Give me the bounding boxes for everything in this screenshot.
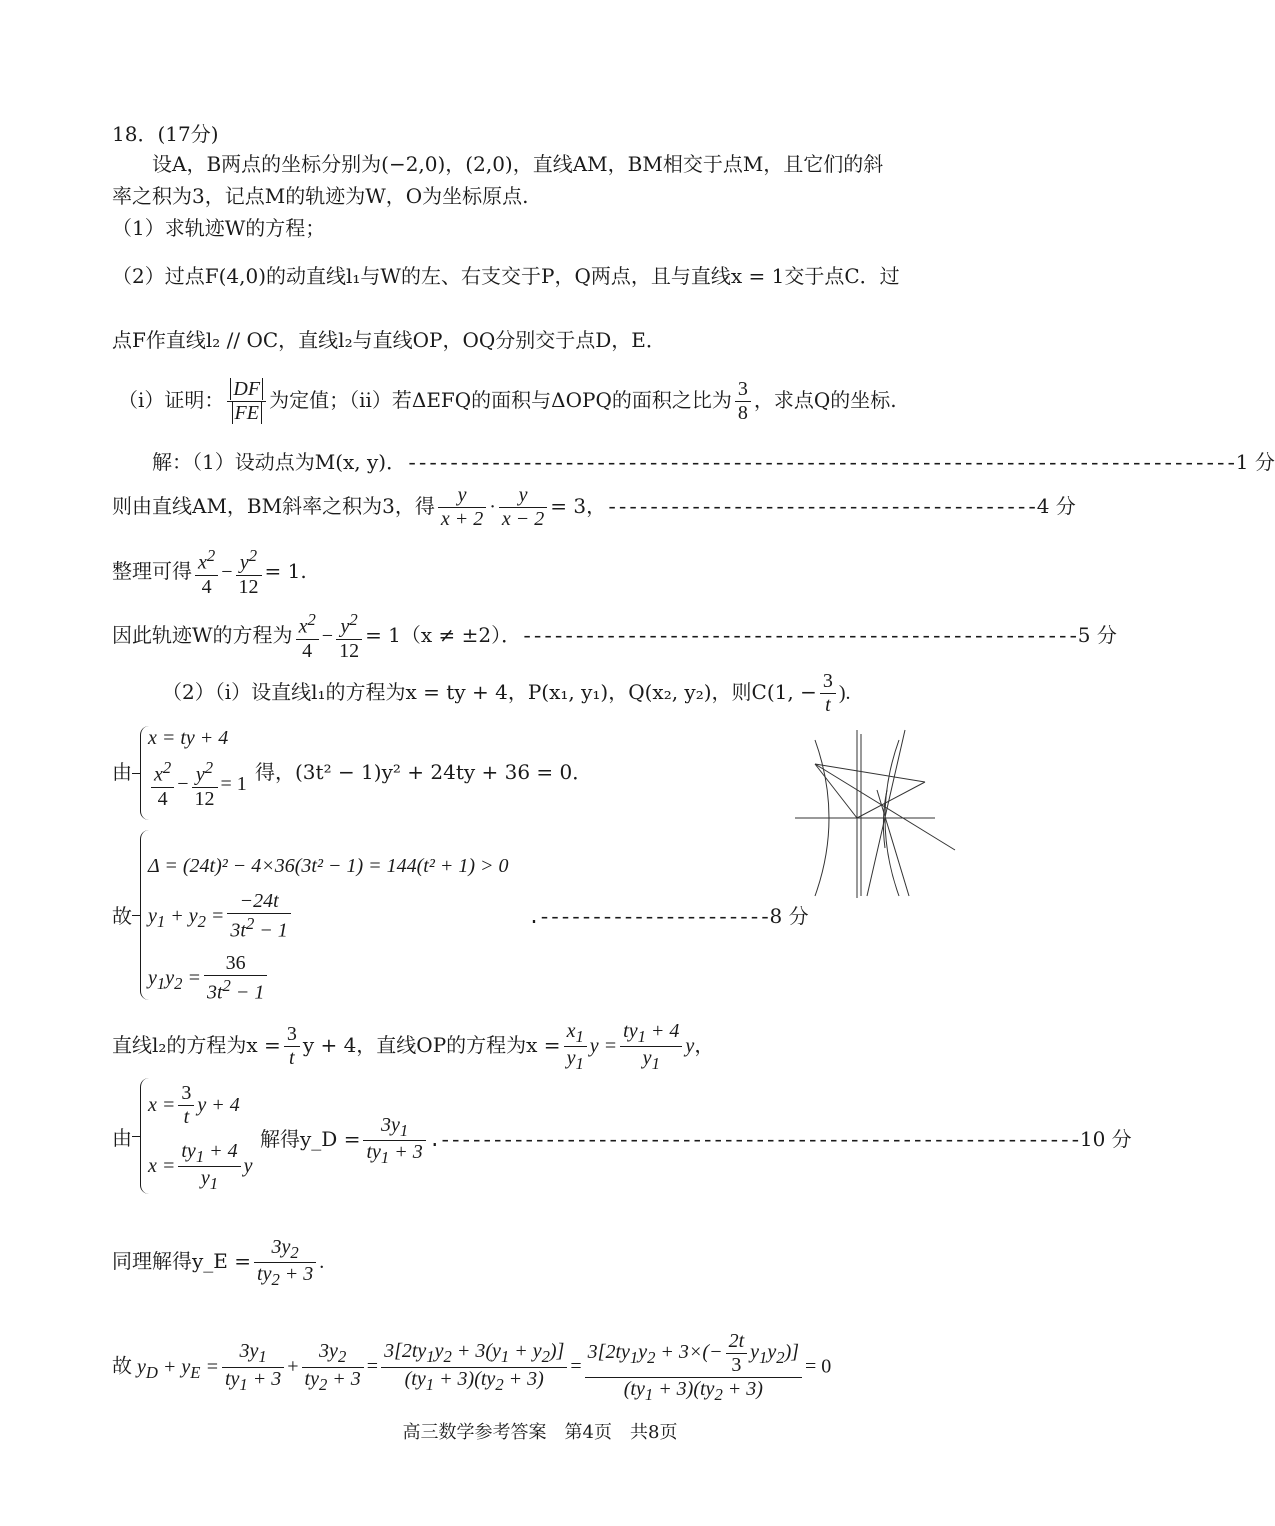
solution-step2-suffix: = 3， bbox=[550, 494, 607, 518]
system2-line1: Δ = (24t)² − 4×36(3t² − 1) = 144(t² + 1) > 0 bbox=[148, 855, 509, 877]
solution-step4-suffix: = 1（x ≠ ±2）． bbox=[365, 622, 522, 647]
solution-step3-prefix: 整理可得 bbox=[112, 558, 192, 583]
question-2-line2: 点F作直线l₂ // OC，直线l₂与直线OP，OQ分别交于点D，E． bbox=[112, 328, 666, 352]
yd-label: 解得y_D = bbox=[260, 1127, 361, 1152]
leader-dashes: ----------------------------------------- bbox=[606, 497, 1037, 520]
solution-step10: 同理解得y_E = $\frac{3y_2}{ty_2 + 3}$ . bbox=[112, 1236, 325, 1290]
problem-stem-line1: 设A，B两点的坐标分别为(−2,0)，(2,0)，直线AM，BM相交于点M，且它们的斜 bbox=[152, 152, 884, 176]
score-1: 1 分 bbox=[1235, 450, 1275, 474]
solution-step4: 因此轨迹W的方程为 $\frac{x^2}{4}$ − $\frac{y^2}{12}$ = 1（x ≠ ±2）．-----------------------------------------------------5 分 bbox=[112, 610, 1117, 662]
leader-dashes: .------------------------------------------------------------- bbox=[428, 1130, 1080, 1154]
solution-step3: 整理可得 $\frac{x^2}{4}$ − $\frac{y^2}{12}$ = 1. bbox=[112, 546, 307, 598]
system1-prefix: 由 bbox=[112, 760, 132, 784]
system2-line3: $y_1y_2$ = $\frac{36}{3t^2 - 1}$ bbox=[148, 952, 270, 1005]
q2ii-suffix: ，求点Q的坐标. bbox=[753, 388, 897, 412]
df-over-fe-fraction: $\frac{DF}{FE}$ bbox=[227, 378, 266, 425]
solution-step11-prefix: 故 bbox=[112, 1353, 132, 1378]
score-8: 8 分 bbox=[769, 904, 809, 928]
system1-result: 得，(3t² − 1)y² + 24ty + 36 = 0． bbox=[255, 760, 593, 784]
question-2-line1: （2）过点F(4,0)的动直线l₁与W的左、右支交于P，Q两点，且与直线x = 1交于点C．过 bbox=[112, 264, 900, 288]
solution-step2: 则由直线AM，BM斜率之积为3，得 $\frac{y}{x + 2}$ · $\frac{y}{x - 2}$ = 3，-----------------------------------------4 分 bbox=[112, 484, 1076, 530]
line-oq bbox=[857, 782, 925, 818]
system3-line2: x = $\frac{ty_1 + 4}{y_1}$ y bbox=[148, 1140, 253, 1194]
solution-step3-suffix: = 1. bbox=[264, 558, 307, 583]
solution-step1 bbox=[152, 452, 1275, 475]
system3-result: 解得y_D = $\frac{3y_1}{ty_1 + 3}$ .-------------------------------------------------------------10 分 bbox=[260, 1114, 1132, 1168]
leader-dashes: .---------------------- bbox=[528, 907, 770, 930]
leader-dashes: ------------------------------------------------------------------------------- bbox=[406, 453, 1236, 476]
q2i-suffix: 为定值；（ii）若ΔEFQ的面积与ΔOPQ的面积之比为 bbox=[269, 388, 732, 412]
solution-step1-text: 解：（1）设动点为M(x, y)． bbox=[152, 450, 407, 474]
question-2-subparts bbox=[118, 378, 897, 425]
system2-line2: $y_1 + y_2$ = $\frac{-24t}{3t^2 - 1}$ bbox=[148, 890, 294, 943]
q2i-prefix: （i）证明： bbox=[118, 388, 225, 412]
solution-step2-prefix: 则由直线AM，BM斜率之积为3，得 bbox=[112, 494, 435, 518]
system3-line1: x = $\frac{3}{t}$ y + 4 bbox=[148, 1082, 240, 1128]
solution-step8: 直线l₂的方程为x = $\frac{3}{t}$ y + 4，直线OP的方程为x = $\frac{x_1}{y_1}$ y = $\frac{ty_1 + 4}{y_1}$ y， bbox=[112, 1020, 715, 1074]
ye-label: 同理解得y_E = bbox=[112, 1249, 252, 1274]
solution-step5: （2）（i）设直线l₁的方程为x = ty + 4，P(x₁, y₁)，Q(x₂, y₂)，则C(1, − $\frac{3}{t}$ ). bbox=[162, 670, 851, 716]
line-l1 bbox=[815, 764, 955, 850]
step7-score bbox=[528, 906, 809, 929]
problem-number: 18．(17分) bbox=[112, 122, 219, 146]
system3-prefix: 由 bbox=[112, 1126, 132, 1150]
system1-line1: x = ty + 4 bbox=[148, 727, 229, 749]
solution-step8-mid: y + 4，直线OP的方程为x = bbox=[302, 1033, 561, 1058]
score-5: 5 分 bbox=[1077, 622, 1117, 647]
score-4: 4 分 bbox=[1036, 494, 1076, 518]
hyperbola-figure bbox=[795, 730, 960, 900]
solution-step4-prefix: 因此轨迹W的方程为 bbox=[112, 622, 293, 647]
ratio-fraction: $\frac{3}{8}$ bbox=[735, 378, 751, 425]
question-1: （1）求轨迹W的方程； bbox=[112, 216, 326, 240]
leader-dashes: ----------------------------------------------------- bbox=[521, 625, 1078, 649]
line-l2 bbox=[867, 730, 905, 896]
system1-line2: $\frac{x^2}{4}$ − $\frac{y^2}{12}$ = 1 bbox=[148, 758, 247, 811]
page-footer: 高三数学参考答案 第4页 共8页 bbox=[402, 1422, 678, 1443]
line-extra bbox=[877, 790, 909, 896]
problem-stem-line2: 率之积为3，记点M的轨迹为W，O为坐标原点. bbox=[112, 184, 529, 208]
line-op bbox=[815, 764, 857, 818]
solution-step5-text: （2）（i）设直线l₁的方程为x = ty + 4，P(x₁, y₁)，Q(x₂, y₂)，则C(1, − bbox=[162, 680, 817, 704]
line-pq bbox=[815, 764, 925, 782]
score-10: 10 分 bbox=[1079, 1127, 1132, 1152]
system2-prefix: 故 bbox=[112, 904, 132, 928]
solution-step8-prefix: 直线l₂的方程为x = bbox=[112, 1033, 281, 1058]
solution-step11: 故 $y_D + y_E$ = $\frac{3y_1}{ty_1 + 3}$ + $\frac{3y_2}{ty_2 + 3}$ = $\frac{3[2ty_1y_2 + 3(y_1 + y_2)]}{(ty_1 + 3)(ty_2 + 3)}$ = $3[2ty_1y_2 + 3\times(-$ $\frac{2t}{3}$ $y_1y_2$)] $(ty_1 + 3)(ty_2 + 3)$ = 0 bbox=[112, 1330, 832, 1404]
